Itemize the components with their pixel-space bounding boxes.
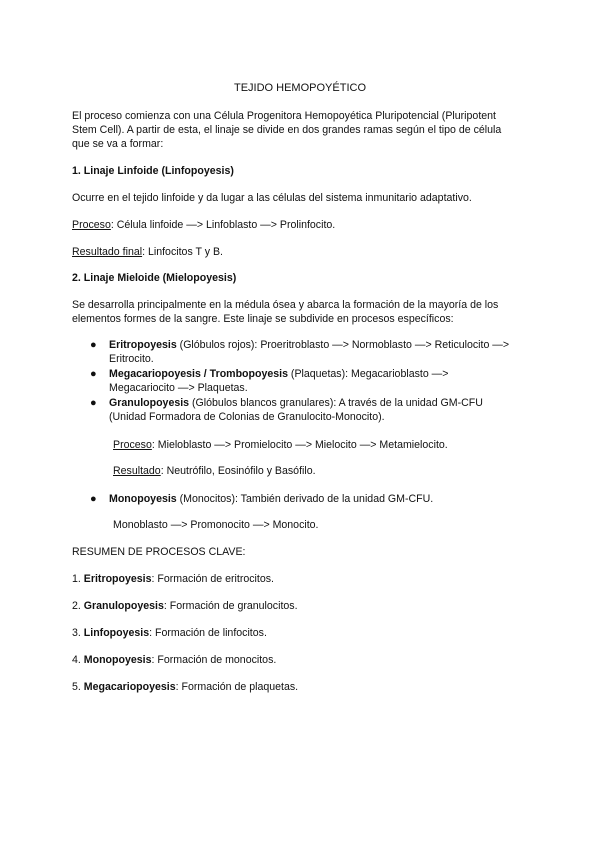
granulopoyesis-proceso: Proceso: Mieloblasto —> Promielocito —> Mielocito —> Metamielocito. — [113, 439, 448, 451]
monopoyesis-line-1: Monopoyesis (Monocitos): También derivado de la unidad GM-CFU. — [109, 493, 434, 505]
resumen-heading: RESUMEN DE PROCESOS CLAVE: — [72, 546, 246, 558]
resumen-item: 2. Granulopoyesis: Formación de granulocitos. — [72, 600, 298, 612]
resumen-item: 1. Eritropoyesis: Formación de eritrocitos. — [72, 573, 274, 585]
bullet-icon: ● — [90, 493, 97, 505]
linfoide-description: Ocurre en el tejido linfoide y da lugar a las células del sistema inmunitario adaptativo. — [72, 192, 472, 204]
linfoide-proceso: Proceso: Célula linfoide —> Linfoblasto —> Prolinfocito. — [72, 219, 336, 231]
intro-line-3: que se va a formar: — [72, 138, 164, 150]
eritropoyesis-line-1: Eritropoyesis (Glóbulos rojos): Proeritroblasto —> Normoblasto —> Reticulocito —> — [109, 339, 510, 351]
granulopoyesis-line-2: (Unidad Formadora de Colonias de Granulocito-Monocito). — [109, 411, 385, 423]
bullet-icon: ● — [90, 368, 97, 380]
eritropoyesis-line-2: Eritrocito. — [109, 353, 154, 365]
resumen-item: 3. Linfopoyesis: Formación de linfocitos. — [72, 627, 267, 639]
section-heading-linfoide: 1. Linaje Linfoide (Linfopoyesis) — [72, 165, 234, 177]
linfoide-resultado: Resultado final: Linfocitos T y B. — [72, 246, 223, 258]
megacariopoyesis-line-1: Megacariopoyesis / Trombopoyesis (Plaquetas): Megacarioblasto —> — [109, 368, 449, 380]
resumen-item: 4. Monopoyesis: Formación de monocitos. — [72, 654, 277, 666]
mieloide-description-line-2: elementos formes de la sangre. Este linaje se subdivide en procesos específicos: — [72, 313, 454, 325]
monopoyesis-process-line: Monoblasto —> Promonocito —> Monocito. — [113, 519, 319, 531]
intro-line-1: El proceso comienza con una Célula Progenitora Hemopoyética Pluripotencial (Pluripotent — [72, 110, 496, 122]
resumen-item: 5. Megacariopoyesis: Formación de plaquetas. — [72, 681, 299, 693]
granulopoyesis-resultado: Resultado: Neutrófilo, Eosinófilo y Basófilo. — [113, 465, 316, 477]
section-heading-mieloide: 2. Linaje Mieloide (Mielopoyesis) — [72, 272, 237, 284]
bullet-icon: ● — [90, 339, 97, 351]
granulopoyesis-line-1: Granulopoyesis (Glóbulos blancos granulares): A través de la unidad GM-CFU — [109, 397, 483, 409]
intro-line-2: Stem Cell). A partir de esta, el linaje se divide en dos grandes ramas según el tipo de célula — [72, 124, 502, 136]
bullet-icon: ● — [90, 397, 97, 409]
page-title: TEJIDO HEMOPOYÉTICO — [233, 82, 366, 94]
mieloide-description-line-1: Se desarrolla principalmente en la médula ósea y abarca la formación de la mayoría de los — [72, 299, 499, 311]
megacariopoyesis-line-2: Megacariocito —> Plaquetas. — [109, 382, 248, 394]
